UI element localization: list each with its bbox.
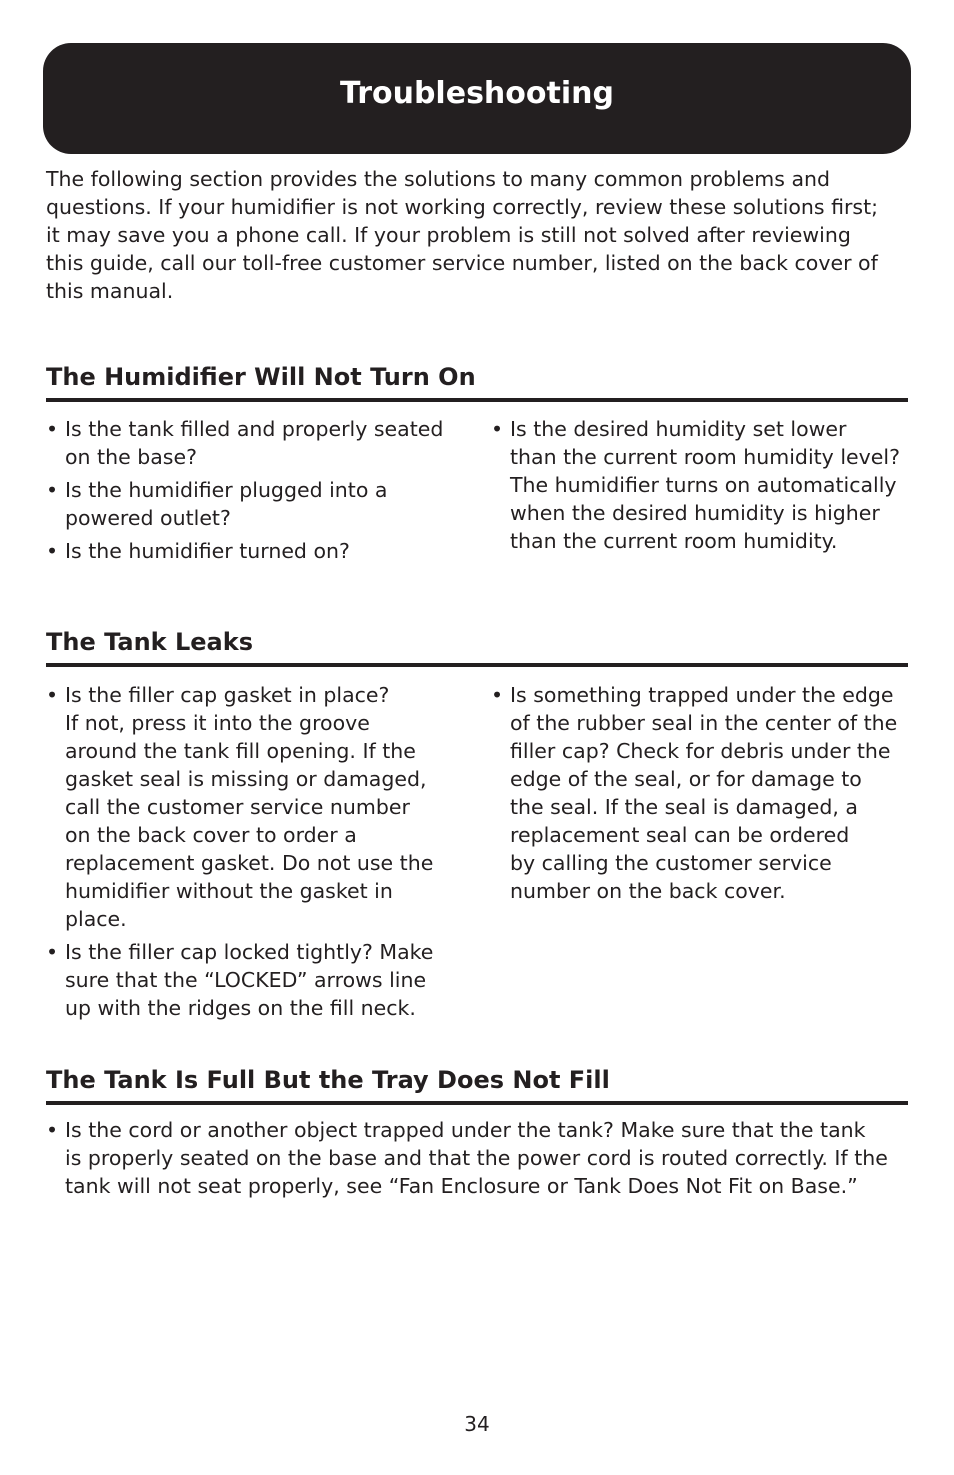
page-title: Troubleshooting <box>340 76 614 111</box>
intro-line: it may save you a phone call. If your problem is still not solved after reviewing <box>46 223 851 247</box>
list-item-line: than the current room humidity. <box>510 529 838 553</box>
list-item-line: • Is the filler cap locked tightly? Make <box>65 940 434 964</box>
list-item-line: on the base? <box>65 445 197 469</box>
list-item-line: replacement gasket. Do not use the <box>65 851 434 875</box>
list-item-line: • Is the tank filled and properly seated <box>65 417 444 441</box>
list-item <box>46 537 466 565</box>
list-item-line: If not, press it into the groove <box>65 711 370 735</box>
list-item-line: when the desired humidity is higher <box>510 501 880 525</box>
list-item-line: The humidifier turns on automatically <box>510 473 897 497</box>
list-item <box>46 681 466 933</box>
list-item <box>46 938 466 1022</box>
list-item-line: the seal. If the seal is damaged, a <box>510 795 858 819</box>
list-item-line: filler cap? Check for debris under the <box>510 739 891 763</box>
section-heading-tray-does-not-fill: The Tank Is Full But the Tray Does Not Fill <box>46 1065 908 1105</box>
list-item <box>491 415 931 555</box>
will-not-turn-on-right-list <box>491 415 931 560</box>
list-item-line: number on the back cover. <box>510 879 786 903</box>
list-item-line: on the back cover to order a <box>65 823 357 847</box>
list-item-line: than the current room humidity level? <box>510 445 900 469</box>
list-item-line: is properly seated on the base and that the power cord is routed correctly. If the <box>65 1146 888 1170</box>
intro-line: this guide, call our toll-free customer service number, listed on the back cover of <box>46 251 878 275</box>
intro-paragraph <box>46 165 916 305</box>
list-item-line: sure that the “LOCKED” arrows line <box>65 968 427 992</box>
list-item-line: • Is the humidifier plugged into a <box>65 478 388 502</box>
list-item-line: up with the ridges on the fill neck. <box>65 996 416 1020</box>
list-item-line: tank will not seat properly, see “Fan Enclosure or Tank Does Not Fit on Base.” <box>65 1174 858 1198</box>
list-item-line: • Is the cord or another object trapped under the tank? Make sure that the tank <box>65 1118 866 1142</box>
list-item <box>491 681 931 905</box>
list-item <box>46 415 466 471</box>
list-item-line: of the rubber seal in the center of the <box>510 711 898 735</box>
tank-leaks-left-list <box>46 681 466 1027</box>
tank-leaks-right-list <box>491 681 931 910</box>
list-item-line: by calling the customer service <box>510 851 832 875</box>
list-item-line: edge of the seal, or for damage to <box>510 767 862 791</box>
list-item-line: • Is the filler cap gasket in place? <box>65 683 390 707</box>
list-item-line: call the customer service number <box>65 795 410 819</box>
page-number: 34 <box>464 1412 490 1436</box>
list-item-line: • Is something trapped under the edge <box>510 683 894 707</box>
list-item <box>46 476 466 532</box>
list-item-line: powered outlet? <box>65 506 231 530</box>
list-item-line: around the tank fill opening. If the <box>65 739 416 763</box>
list-item-line: humidifier without the gasket in <box>65 879 393 903</box>
title-banner <box>43 43 911 154</box>
intro-line: questions. If your humidifier is not working correctly, review these solutions first; <box>46 195 879 219</box>
intro-line: The following section provides the solutions to many common problems and <box>46 167 831 191</box>
will-not-turn-on-left-list <box>46 415 466 570</box>
section-heading-will-not-turn-on: The Humidifier Will Not Turn On <box>46 362 908 402</box>
list-item-line: place. <box>65 907 127 931</box>
section-heading-tank-leaks: The Tank Leaks <box>46 627 908 667</box>
intro-line: this manual. <box>46 279 174 303</box>
list-item-line: • Is the desired humidity set lower <box>510 417 847 441</box>
tray-does-not-fill-list <box>46 1116 926 1205</box>
list-item-line: gasket seal is missing or damaged, <box>65 767 427 791</box>
list-item-line: • Is the humidifier turned on? <box>65 539 350 563</box>
list-item-line: replacement seal can be ordered <box>510 823 850 847</box>
list-item <box>46 1116 926 1200</box>
